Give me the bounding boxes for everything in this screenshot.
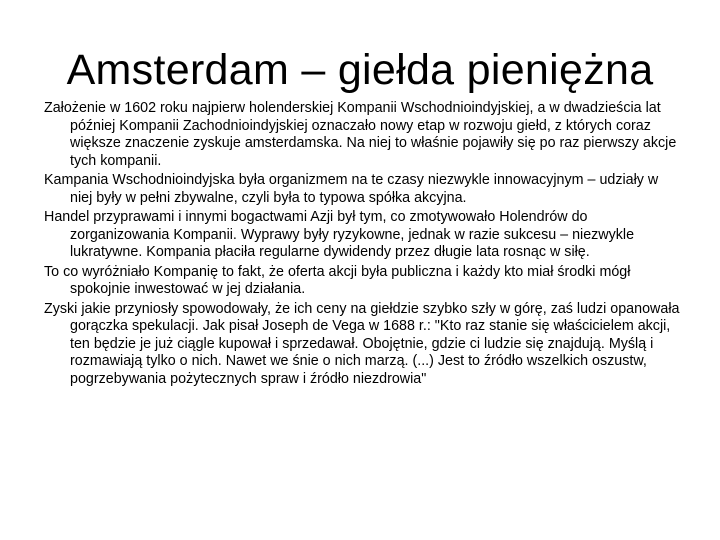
slide-title: Amsterdam – giełda pieniężna [66, 46, 654, 94]
paragraph-joint-stock: Kampania Wschodnioindyjska była organizmem na te czasy niezwykle innowacyjnym – udziały w niej były w pełni zbywalne, czyli była to typowa spółka akcyjna. [44, 172, 659, 206]
paragraph-founding: Założenie w 1602 roku najpierw holenderskiej Kompanii Wschodnioindyjskiej, a w dwadzieścia lat później Kompanii Zachodnioindyjskiej oznaczało nowy etap w rozwoju giełd, z których coraz większe znaczenie zyskuje amsterdamska. Na niej to właśnie pojawiły się po raz pierwszy akcje tych kompanii. [44, 100, 677, 169]
paragraph-spice-trade: Handel przyprawami i innymi bogactwami Azji był tym, co zmotywowało Holendrów do zorganizowania Kompanii. Wyprawy były ryzykowne, jednak w razie sukcesu – niezwykle lukratywne. Kompania płaciła regularne dywidendy przez długie lata rosnąc w siłę. [44, 209, 635, 260]
paragraph-public-offer: To co wyróżniało Kompanię to fakt, że oferta akcji była publiczna i każdy kto miał środki mógł spokojnie inwestować w jej działania. [44, 263, 631, 297]
paragraph-speculation-quote: Zyski jakie przyniosły spowodowały, że ich ceny na giełdzie szybko szły w górę, zaś ludzi opanowała gorączka spekulacji. Jak pisał Joseph de Vega w 1688 r.: "Kto raz stanie się właścicielem akcji, ten będzie je już ciągle kupował i sprzedawał. Obojętnie, gdzie ci ludzie się znajdują. Myślą i rozmawiają tylko o nich. Nawet we śnie o nich marzą. (...) Jest to źródło wszelkich oszustw, pogrzebywania pożytecznych spraw i źródło niezdrowia" [44, 300, 680, 387]
slide-body [44, 100, 684, 390]
